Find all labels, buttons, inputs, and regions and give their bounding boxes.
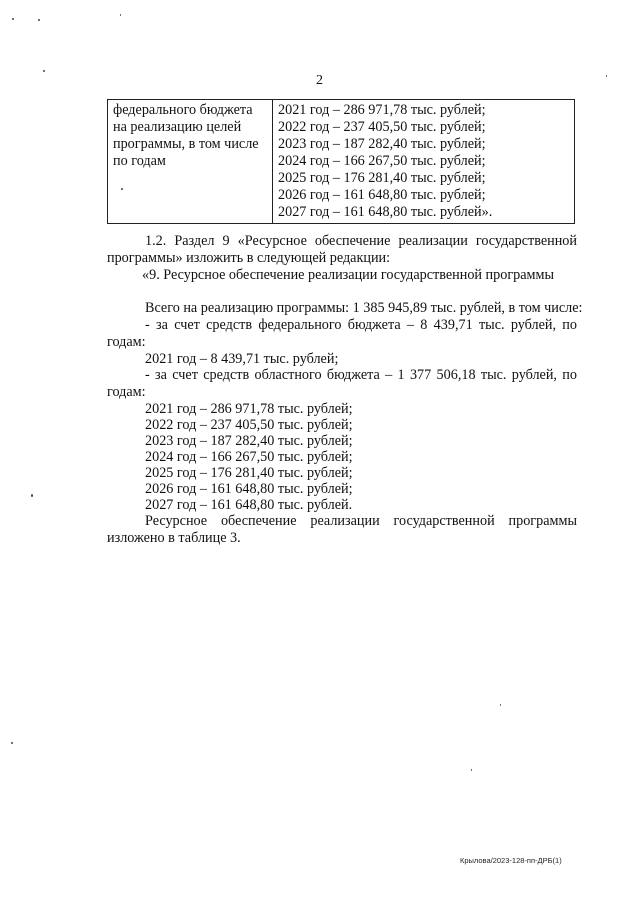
scan-speck <box>500 704 501 706</box>
closing-line1: Ресурсное обеспечение реализации государственной программы <box>145 513 577 529</box>
scan-speck <box>12 18 14 20</box>
paragraph-1-2-line2: программы» изложить в следующей редакции: <box>107 250 391 266</box>
scan-speck <box>471 769 472 771</box>
table-year-line: 2023 год – 187 282,40 тыс. рублей; <box>278 136 486 152</box>
table-year-line: 2022 год – 237 405,50 тыс. рублей; <box>278 119 486 135</box>
closing-line2: изложено в таблице 3. <box>107 530 241 546</box>
table-year-line: 2024 год – 166 267,50 тыс. рублей; <box>278 153 486 169</box>
table-year-line: 2025 год – 176 281,40 тыс. рублей; <box>278 170 486 186</box>
regional-year: 2024 год – 166 267,50 тыс. рублей; <box>145 449 353 465</box>
regional-year: 2023 год – 187 282,40 тыс. рублей; <box>145 433 353 449</box>
table-row <box>108 100 575 224</box>
federal-line1: - за счет средств федерального бюджета – 8 439,71 тыс. рублей, по <box>145 317 577 333</box>
table-left-cell-text: федерального бюджета на реализацию целей программы, в том числе по годам <box>113 102 259 169</box>
document-footer-code: Крылова/2023-128-пп-ДРБ(1) <box>460 856 562 865</box>
scan-speck <box>38 19 40 21</box>
page-number: 2 <box>316 73 323 88</box>
regional-year: 2021 год – 286 971,78 тыс. рублей; <box>145 401 353 417</box>
section-heading: «9. Ресурсное обеспечение реализации государственной программы <box>142 267 555 283</box>
table-right-cell <box>273 100 575 224</box>
budget-table <box>107 99 575 224</box>
table-year-line: 2021 год – 286 971,78 тыс. рублей; <box>278 102 486 118</box>
regional-year: 2026 год – 161 648,80 тыс. рублей; <box>145 481 353 497</box>
total-line: Всего на реализацию программы: 1 385 945,89 тыс. рублей, в том числе: <box>145 300 583 316</box>
table-year-line: 2027 год – 161 648,80 тыс. рублей». <box>278 204 493 220</box>
scan-speck <box>43 70 45 72</box>
federal-line2: годам: <box>107 334 146 350</box>
regional-year: 2022 год – 237 405,50 тыс. рублей; <box>145 417 353 433</box>
regional-year: 2027 год – 161 648,80 тыс. рублей. <box>145 497 353 513</box>
scan-speck <box>31 494 33 497</box>
federal-2021: 2021 год – 8 439,71 тыс. рублей; <box>145 351 339 367</box>
cell-speck <box>121 188 123 190</box>
paragraph-1-2-line1: 1.2. Раздел 9 «Ресурсное обеспечение реализации государственной <box>145 233 577 249</box>
regional-year: 2025 год – 176 281,40 тыс. рублей; <box>145 465 353 481</box>
regional-line1: - за счет средств областного бюджета – 1 377 506,18 тыс. рублей, по <box>145 367 577 383</box>
scan-speck <box>120 14 121 16</box>
table-left-cell <box>108 100 273 224</box>
table-year-line: 2026 год – 161 648,80 тыс. рублей; <box>278 187 486 203</box>
scan-speck <box>11 742 13 744</box>
regional-line2: годам: <box>107 384 146 400</box>
